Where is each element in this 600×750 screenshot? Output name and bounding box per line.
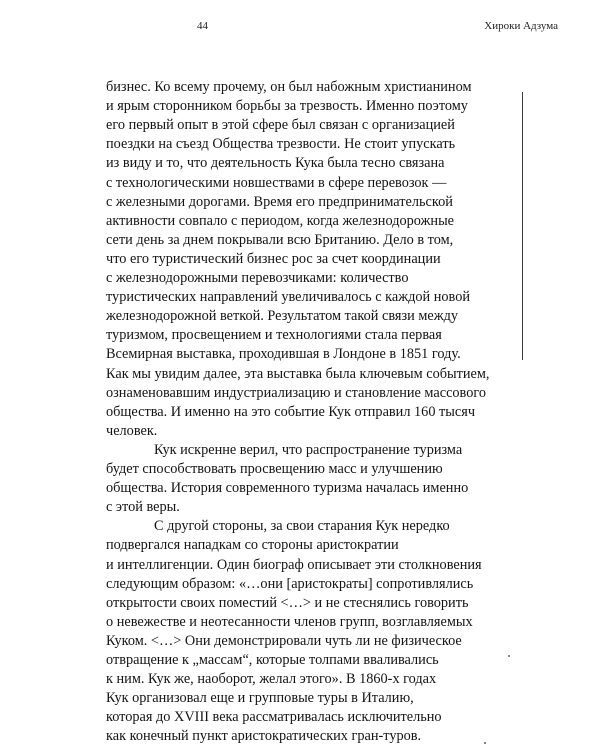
text-line: которая до XVIII века рассматривалась исключительно [106,709,442,726]
text-line: что его туристический бизнес рос за счет координации [106,250,441,267]
text-line: С другой стороны, за свои старания Кук нередко [154,518,450,535]
text-line: общества. И именно на это событие Кук отправил 160 тысяч [106,403,476,420]
text-line: туризмом, просвещением и технологиями стала первая [106,327,442,344]
text-line: общества. История современного туризма началась именно [106,480,469,497]
text-line: и интеллигенции. Один биограф описывает эти столкновения [106,556,482,573]
text-line: с железнодорожными перевозчиками: количество [106,270,409,286]
page-number: 44 [197,20,208,32]
text-line: отвращение к „массам“, которые толпами вваливались [106,652,439,668]
scan-speck [484,742,486,744]
text-line: сети день за днем покрывали всю Британию. Дело в том, [106,231,454,248]
margin-rule [522,92,523,360]
text-line: из виду и то, что деятельность Кука была тесно связана [106,155,445,172]
text-line: как конечный пункт аристократических гран-туров. [106,728,422,745]
text-line: о невежестве и неотесанности членов групп, возглавляемых [106,613,473,630]
text-line: активности совпало с периодом, когда железнодорожные [106,212,455,229]
text-line: следующим образом: «…они [аристократы] сопротивлялись [106,575,474,592]
text-line: с этой веры. [106,499,180,516]
running-header-author: Хироки Адзума [484,20,558,32]
text-line: железнодорожной веткой. Результатом такой связи между [106,308,459,325]
text-line: поездки на съезд Общества трезвости. Не стоит упускать [106,136,456,153]
scan-speck [508,655,510,657]
text-line: Всемирная выставка, проходившая в Лондоне в 1851 году. [106,346,461,363]
text-line: Кук организовал еще и групповые туры в Италию, [106,690,414,707]
text-line: его первый опыт в этой сфере был связан с организацией [106,117,455,134]
text-line: туристических направлений увеличивалось с каждой новой [106,289,471,306]
text-line: Как мы увидим далее, эта выставка была ключевым событием, [106,365,490,382]
text-line: ознаменовавшим индустриализацию и становление массового [106,384,487,401]
text-line: с технологическими новшествами в сфере перевозок — [106,174,447,191]
text-line: подвергался нападкам со стороны аристократии [106,537,399,554]
text-line: открытости своих поместий <…> и не стеснялись говорить [106,594,469,611]
text-line: к ним. Кук же, наоборот, желал этого». В 1860-х годах [106,671,437,688]
text-line: бизнес. Ко всему прочему, он был набожным христианином [106,79,472,95]
text-line: с железными дорогами. Время его предпринимательской [106,193,453,210]
text-line: будет способствовать просвещению масс и улучшению [106,461,443,477]
text-line: Куком. <…> Они демонстрировали чуть ли не физическое [106,632,462,649]
text-line: и ярым сторонником борьбы за трезвость. Именно поэтому [106,98,468,115]
text-line: человек. [106,422,158,439]
text-line: Кук искренне верил, что распространение туризма [154,441,463,458]
